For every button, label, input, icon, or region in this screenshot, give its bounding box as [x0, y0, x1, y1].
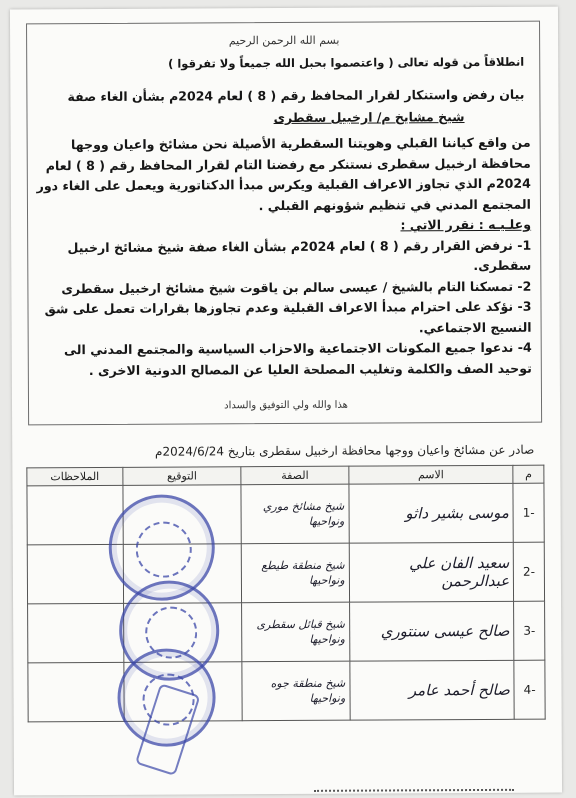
row-notes	[28, 603, 124, 663]
document-sheet	[10, 7, 562, 796]
statement-body	[35, 133, 532, 382]
row-role: شيخ قبائل سقطرى ونواحيها	[242, 602, 350, 662]
header-notes: الملاحظات	[27, 467, 123, 486]
row-role: شيخ منطقة جوه ونواحيها	[242, 661, 350, 721]
footer-dotted-line	[314, 789, 514, 794]
row-role: شيخ منطقة طيطع ونواحيها	[242, 543, 350, 603]
basmala: بسم الله الرحمن الرحيم	[228, 33, 340, 48]
signatures-table	[26, 465, 545, 723]
row-number: -1	[513, 483, 544, 542]
title-line-1: بيان رفض واستنكار لقرار المحافظ رقم ( 8 ) لعام 2024م بشأن الغاء صفة	[67, 86, 525, 105]
resolution-item-4: 4- ندعوا جميع المكونات الاجتماعية والاحزاب السياسية والمجتمع المدني الى توحيد الصف والكلمة وتغليب المصلحة العليا عن المصالح الدونية الاخرى .	[63, 339, 532, 378]
row-name: سعيد الفان علي عبدالرحمن	[349, 542, 514, 602]
quran-verse: انطلاقاً من قوله تعالى ( واعتصموا بحبل الله جميعاً ولا تفرقوا )	[168, 54, 525, 71]
table-row	[27, 542, 544, 604]
row-number: -2	[514, 542, 545, 601]
table-row	[28, 601, 545, 663]
header-name: الاسم	[349, 465, 514, 484]
row-name: موسى بشير داثو	[349, 483, 514, 543]
issued-line: صادر عن مشائخ واعيان ووجها محافظة ارخبيل سقطرى بتاريخ 2024/6/24م	[154, 442, 535, 459]
row-name: صالح أحمد عامر	[350, 660, 515, 720]
table-row	[28, 660, 545, 722]
row-number: -3	[514, 601, 545, 660]
header-role: الصفة	[241, 466, 348, 485]
row-number: -4	[514, 660, 545, 719]
header-signature: التوقيع	[123, 467, 242, 486]
row-role: شيخ مشائخ موري ونواحيها	[241, 484, 349, 544]
resolution-heading: وعلـيـه : نقرر الاتي :	[400, 216, 532, 233]
resolution-item-1: 1- نرفض القرار رقم ( 8 ) لعام 2024م بشأن الغاء صفة شيخ مشائخ ارخبيل سقطرى.	[67, 237, 532, 274]
row-notes	[27, 485, 123, 545]
header-number: م	[513, 465, 544, 483]
resolution-item-2: 2- تمسكنا التام بالشيخ / عيسى سالم بن ياقوت شيخ مشائخ ارخبيل سقطرى	[61, 278, 532, 296]
statement-title	[54, 84, 524, 130]
closing-line: هذا والله ولي التوفيق والسداد	[224, 399, 348, 412]
row-name: صالح عيسى سنتوري	[349, 601, 514, 661]
row-notes	[28, 662, 124, 722]
title-line-2: شيخ مشايخ م/ ارخبيل سقطرى	[273, 109, 465, 126]
resolution-item-3: 3- نؤكد على احترام مبدأ الاعراف القبلية وعدم تجاوزها بقرارات تعمل على شق النسيج الاجتماعي.	[44, 298, 532, 335]
table-row	[27, 483, 544, 545]
intro-paragraph: من واقع كياننا القبلي وهويتنا السقطرية الأصيلة نحن مشائخ واعيان ووجها محافظة ارخبيل سقطرى نستنكر مع رفضنا التام لقرار المحافظ رقم ( 8 ) لعام 2024م الذي تجاوز الاعراف القبلية ويكرس مبدأ الدكتاتورية ويعمل على الغاء دور المجتمع المدني في تنظيم شؤونهم القبلي .	[36, 134, 532, 213]
